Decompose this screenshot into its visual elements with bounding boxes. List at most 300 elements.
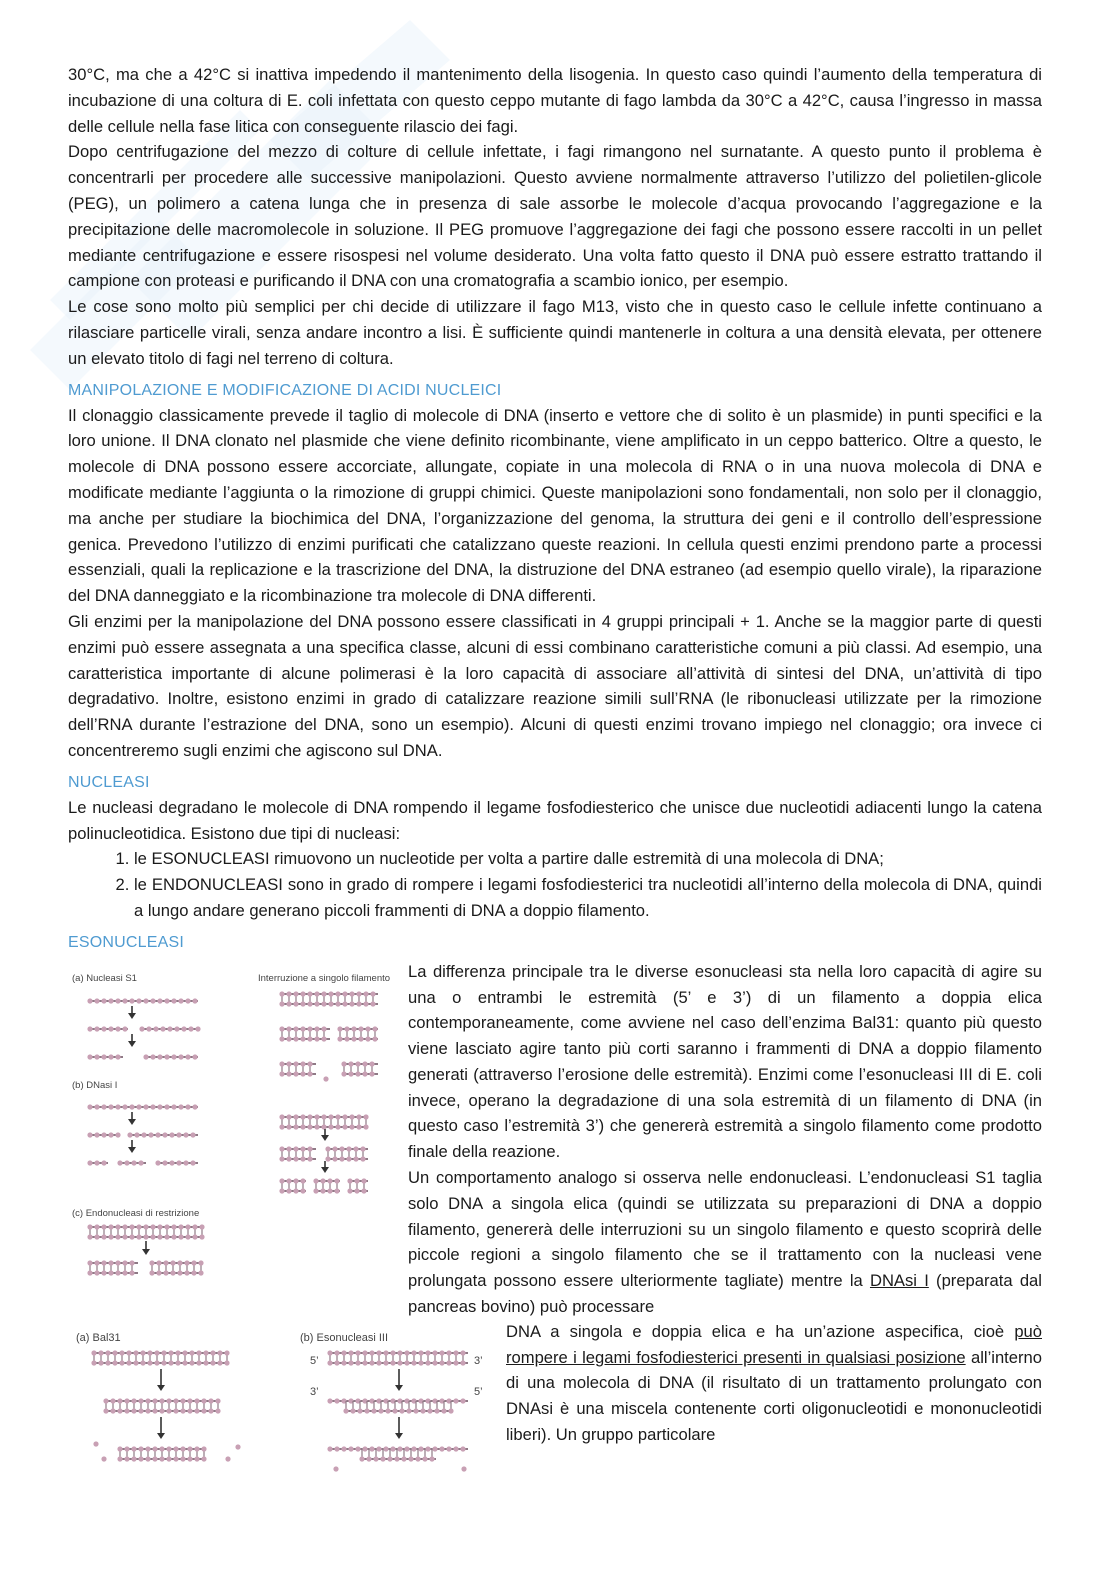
nucleotide-bead bbox=[286, 1071, 291, 1076]
label-3-prime-right: 3’ bbox=[474, 1354, 483, 1367]
nucleotide-bead bbox=[392, 1408, 397, 1413]
nucleotide-bead bbox=[366, 1456, 371, 1461]
nucleotide-bead bbox=[162, 1160, 167, 1165]
nucleotide-bead bbox=[101, 1260, 106, 1265]
nucleotide-bead bbox=[145, 1446, 150, 1451]
text-s1-start: Un comportamento analogo si osserva nelle endonucleasi. L’endonucleasi S1 taglia solo DNA a singola elica (quindi se utilizzata su preparazioni di DNA a doppio filamento, genererà delle interruzioni su un singolo filamento e questo scoprirà delle piccole regioni a singolo filamento che se il trattamento con la nucleasi vene prolungata possono essere ulteriormente tagliate) mentre la bbox=[408, 1168, 1042, 1291]
nucleotide-bead bbox=[369, 1061, 374, 1066]
nucleotide-bead bbox=[187, 1456, 192, 1461]
nucleotide-bead bbox=[199, 1224, 204, 1229]
nucleotide-bead bbox=[122, 998, 127, 1003]
nucleotide-bead bbox=[177, 1270, 182, 1275]
nucleotide-bead bbox=[180, 1456, 185, 1461]
nucleotide-bead bbox=[110, 1408, 115, 1413]
nucleotide-bead bbox=[101, 1132, 106, 1137]
nucleotide-bead bbox=[105, 1360, 110, 1365]
nucleotide-bead bbox=[208, 1398, 213, 1403]
nucleotide-bead bbox=[286, 1026, 291, 1031]
nucleotide-bead bbox=[307, 1026, 312, 1031]
nucleotide-bead bbox=[341, 1360, 346, 1365]
nucleotide-bead bbox=[171, 1104, 176, 1109]
text-dnasi-start: DNA a singola e doppia elica e ha un’azione aspecifica, cioè bbox=[506, 1321, 1015, 1341]
nucleotide-bead bbox=[293, 1001, 298, 1006]
figure-bal31-esonucleasi-iii bbox=[68, 1319, 493, 1519]
nucleotide-bead bbox=[348, 1071, 353, 1076]
nucleotide-bead bbox=[279, 1026, 284, 1031]
nucleotide-bead bbox=[286, 1114, 291, 1119]
nucleotide-bead bbox=[348, 1360, 353, 1365]
nucleotide-bead bbox=[215, 1408, 220, 1413]
nucleotide-bead bbox=[87, 1054, 92, 1059]
figure-label-exo-iii: (b) Esonucleasi III bbox=[300, 1331, 389, 1344]
nucleotide-bead bbox=[159, 1398, 164, 1403]
nucleotide-bead bbox=[194, 1456, 199, 1461]
nucleotide-bead bbox=[335, 991, 340, 996]
nucleotide-bead bbox=[460, 1446, 465, 1451]
nucleotide-bead bbox=[108, 1270, 113, 1275]
nucleotide-bead bbox=[334, 1188, 339, 1193]
paragraph-clonaggio: Il clonaggio classicamente prevede il taglio di molecole di DNA (inserto e vettore che di solito è un plasmide) in punti specifici e la loro unione. Il DNA clonato nel plasmide che viene definito ricombinante, viene amplificato in un ceppo batterico. Oltre a questo, le molecole di DNA possono essere accorciate, allungate, copiate in una molecola di RNA o in una nuova molecola di DNA e modificate mediante l’aggiunta o la rimozione di gruppi chimici. Queste manipolazioni sono fondamentali, non solo per il clonaggio, ma anche per studiare la biochimica del DNA, l’organizzazione del genoma, la struttura dei geni e il controllo dell’espressione genica. Prevedono l’utilizzo di enzimi purificati che catalizzano queste reazioni. In cellula questi enzimi prendono parte a processi essenziali, quali la replicazione e la trascrizione del DNA, la distruzione del DNA estraneo (ad esempio quello virale), la riparazione del DNA danneggiato e la ricombinazione tra molecole di DNA differenti. bbox=[68, 405, 1042, 606]
free-nucleotide bbox=[225, 1456, 230, 1461]
nucleotide-bead bbox=[191, 1270, 196, 1275]
nucleotide-bead bbox=[286, 1156, 291, 1161]
nucleotide-bead bbox=[87, 1132, 92, 1137]
nucleotide-bead bbox=[341, 1446, 346, 1451]
arrow-head bbox=[157, 1385, 165, 1391]
nucleotide-bead bbox=[174, 1026, 179, 1031]
nucleotide-bead bbox=[191, 1260, 196, 1265]
nucleotide-bead bbox=[115, 1270, 120, 1275]
nucleotide-bead bbox=[108, 1054, 113, 1059]
nucleotide-bead bbox=[334, 1360, 339, 1365]
nucleotide-bead bbox=[198, 1270, 203, 1275]
nucleotide-bead bbox=[150, 1054, 155, 1059]
nucleotide-bead bbox=[190, 1132, 195, 1137]
nucleotide-bead bbox=[369, 1446, 374, 1451]
nucleotide-bead bbox=[103, 1408, 108, 1413]
nucleotide-bead bbox=[286, 1001, 291, 1006]
nucleotide-bead bbox=[101, 1104, 106, 1109]
nucleotide-bead bbox=[425, 1350, 430, 1355]
nucleotide-bead bbox=[300, 1001, 305, 1006]
nucleotide-bead bbox=[138, 1456, 143, 1461]
nucleotide-bead bbox=[420, 1408, 425, 1413]
nucleotide-bead bbox=[453, 1360, 458, 1365]
list-item-endonucleasi: 2. le ENDONUCLEASI sono in grado di rompere i legami fosfodiesterici tra nucleotidi all’interno della molecola di DNA, quindi a lungo andare generano piccoli frammenti di DNA a doppio filamento. bbox=[134, 872, 1042, 924]
nucleotide-bead bbox=[422, 1456, 427, 1461]
nucleotide-bead bbox=[117, 1408, 122, 1413]
nucleotide-bead bbox=[189, 1360, 194, 1365]
nucleotide-bead bbox=[359, 1456, 364, 1461]
nucleotide-bead bbox=[376, 1350, 381, 1355]
nucleotide-bead bbox=[293, 1146, 298, 1151]
nucleotide-bead bbox=[194, 1446, 199, 1451]
nucleotide-bead bbox=[434, 1408, 439, 1413]
nucleotide-bead bbox=[108, 1026, 113, 1031]
nucleotide-bead bbox=[293, 1188, 298, 1193]
nucleotide-bead bbox=[127, 1132, 132, 1137]
nucleotide-bead bbox=[390, 1350, 395, 1355]
nucleotide-bead bbox=[341, 1071, 346, 1076]
nucleotide-bead bbox=[314, 1026, 319, 1031]
nucleotide-bead bbox=[314, 1114, 319, 1119]
nucleotide-bead bbox=[145, 1456, 150, 1461]
nucleotide-bead bbox=[320, 1178, 325, 1183]
nucleotide-bead bbox=[418, 1360, 423, 1365]
nucleotide-bead bbox=[173, 1446, 178, 1451]
nucleotide-bead bbox=[198, 1260, 203, 1265]
nucleotide-bead bbox=[293, 991, 298, 996]
nucleotide-bead bbox=[188, 1026, 193, 1031]
nucleotide-bead bbox=[408, 1456, 413, 1461]
nucleotide-bead bbox=[335, 1001, 340, 1006]
nucleotide-bead bbox=[323, 1076, 328, 1081]
nucleotide-bead bbox=[307, 1071, 312, 1076]
nucleotide-bead bbox=[163, 1270, 168, 1275]
nucleotide-bead bbox=[397, 1360, 402, 1365]
nucleotide-bead bbox=[224, 1350, 229, 1355]
heading-nucleasi: NUCLEASI bbox=[68, 773, 150, 791]
figure-label-restriction: (c) Endonucleasi di restrizione bbox=[72, 1207, 200, 1219]
label-5-prime-left: 5’ bbox=[310, 1354, 319, 1367]
nucleotide-bead bbox=[101, 1026, 106, 1031]
nucleotide-bead bbox=[217, 1350, 222, 1355]
nucleotide-bead bbox=[87, 998, 92, 1003]
nucleotide-bead bbox=[155, 1160, 160, 1165]
nucleotide-bead bbox=[136, 1104, 141, 1109]
nucleotide-bead bbox=[279, 1114, 284, 1119]
nucleotide-bead bbox=[115, 1104, 120, 1109]
nucleotide-bead bbox=[169, 1160, 174, 1165]
nucleotide-bead bbox=[163, 1260, 168, 1265]
nucleotide-bead bbox=[328, 991, 333, 996]
nucleotide-bead bbox=[147, 1360, 152, 1365]
nucleotide-bead bbox=[448, 1408, 453, 1413]
nucleotide-bead bbox=[129, 1224, 134, 1229]
nucleotide-bead bbox=[117, 1160, 122, 1165]
nucleotide-bead bbox=[351, 1026, 356, 1031]
nucleotide-bead bbox=[439, 1446, 444, 1451]
nucleotide-bead bbox=[94, 1026, 99, 1031]
figure-label-bal31: (a) Bal31 bbox=[76, 1331, 121, 1344]
nucleotide-bead bbox=[94, 1260, 99, 1265]
nucleotide-bead bbox=[87, 1026, 92, 1031]
free-nucleotide bbox=[333, 1466, 338, 1471]
nucleotide-bead bbox=[122, 1234, 127, 1239]
nucleotide-bead bbox=[143, 998, 148, 1003]
nucleotide-bead bbox=[279, 1188, 284, 1193]
nucleotide-bead bbox=[124, 1408, 129, 1413]
nucleotide-bead bbox=[152, 1456, 157, 1461]
nucleotide-bead bbox=[349, 991, 354, 996]
nucleotide-bead bbox=[425, 1360, 430, 1365]
nucleotide-bead bbox=[201, 1398, 206, 1403]
paragraph-nucleasi: Le nucleasi degradano le molecole di DNA rompendo il legame fosfodiesterico che unisce due nucleotidi adiacenti lungo la catena polinucleotidica. Esistono due tipi di nucleasi: bbox=[68, 797, 1042, 843]
nucleotide-bead bbox=[328, 1124, 333, 1129]
nucleotide-bead bbox=[348, 1446, 353, 1451]
paragraph-m13: Le cose sono molto più semplici per chi decide di utilizzare il fago M13, visto che in questo caso le cellule infette continuano a rilasciare particelle virali, senza andare incontro a lisi. È sufficiente quindi mantenerle in coltura a una densità elevata, per ottenere un elevato titolo di fagi nel terreno di coltura. bbox=[68, 297, 1042, 368]
nucleotide-bead bbox=[325, 1146, 330, 1151]
nucleotide-bead bbox=[347, 1188, 352, 1193]
nucleotide-bead bbox=[411, 1360, 416, 1365]
figure-nucleasi-s1-dnasi-restrizione bbox=[68, 959, 398, 1309]
nucleotide-bead bbox=[358, 1026, 363, 1031]
figure-label-interruption: Interruzione a singolo filamento bbox=[258, 972, 391, 984]
nucleotide-bead bbox=[166, 1446, 171, 1451]
nucleotide-bead bbox=[210, 1360, 215, 1365]
nucleotide-bead bbox=[341, 1350, 346, 1355]
nucleotide-bead bbox=[94, 1054, 99, 1059]
nucleotide-bead bbox=[425, 1446, 430, 1451]
nucleotide-bead bbox=[194, 1398, 199, 1403]
nucleotide-bead bbox=[460, 1350, 465, 1355]
nucleotide-bead bbox=[157, 998, 162, 1003]
nucleotide-bead bbox=[293, 1061, 298, 1066]
nucleotide-bead bbox=[327, 1398, 332, 1403]
nucleotide-bead bbox=[369, 1360, 374, 1365]
nucleotide-bead bbox=[110, 1398, 115, 1403]
nucleotide-bead bbox=[346, 1146, 351, 1151]
nucleotide-bead bbox=[203, 1360, 208, 1365]
nucleotide-bead bbox=[446, 1350, 451, 1355]
nucleotide-bead bbox=[166, 1408, 171, 1413]
label-3-prime-left: 3’ bbox=[310, 1385, 319, 1398]
nucleotide-bead bbox=[180, 1408, 185, 1413]
nucleotide-bead bbox=[182, 1350, 187, 1355]
nucleotide-bead bbox=[154, 1360, 159, 1365]
nucleotide-bead bbox=[325, 1156, 330, 1161]
nucleotide-bead bbox=[314, 1001, 319, 1006]
dnasi-text-column bbox=[506, 1319, 1042, 1448]
nucleotide-bead bbox=[182, 1360, 187, 1365]
nucleotide-bead bbox=[161, 1350, 166, 1355]
esonucleasi-section bbox=[68, 959, 1042, 1519]
nucleotide-bead bbox=[156, 1270, 161, 1275]
nucleotide-bead bbox=[356, 991, 361, 996]
nucleotide-bead bbox=[362, 1061, 367, 1066]
nucleotide-bead bbox=[160, 1026, 165, 1031]
nucleotide-bead bbox=[390, 1360, 395, 1365]
nucleotide-bead bbox=[153, 1026, 158, 1031]
nucleotide-bead bbox=[117, 1398, 122, 1403]
nucleotide-bead bbox=[152, 1446, 157, 1451]
nucleotide-bead bbox=[187, 1446, 192, 1451]
nucleotide-bead bbox=[159, 1456, 164, 1461]
nucleotide-bead bbox=[143, 1224, 148, 1229]
nucleotide-bead bbox=[404, 1350, 409, 1355]
nucleotide-bead bbox=[356, 1124, 361, 1129]
nucleotide-bead bbox=[370, 991, 375, 996]
nucleotide-bead bbox=[293, 1178, 298, 1183]
nucleotide-bead bbox=[327, 1350, 332, 1355]
nucleotide-bead bbox=[348, 1350, 353, 1355]
nucleotide-bead bbox=[143, 1054, 148, 1059]
nucleotide-bead bbox=[150, 1104, 155, 1109]
list-item-esonucleasi: 1. le ESONUCLEASI rimuovono un nucleotide per volta a partire dalle estremità di una molecola di DNA; bbox=[134, 846, 1042, 872]
nucleotide-bead bbox=[341, 1061, 346, 1066]
nucleotide-bead bbox=[307, 991, 312, 996]
nucleotide-bead bbox=[192, 1234, 197, 1239]
nucleotide-bead bbox=[355, 1350, 360, 1355]
nucleotide-bead bbox=[369, 1350, 374, 1355]
figure-label-dnasi: (b) DNasi I bbox=[72, 1079, 118, 1091]
nucleotide-bead bbox=[149, 1260, 154, 1265]
nucleotide-bead bbox=[87, 1260, 92, 1265]
nucleotide-bead bbox=[136, 1224, 141, 1229]
nucleotide-bead bbox=[342, 1001, 347, 1006]
nucleotide-bead bbox=[394, 1456, 399, 1461]
nucleotide-bead bbox=[411, 1350, 416, 1355]
nucleotide-bead bbox=[348, 1061, 353, 1066]
nucleotide-bead bbox=[279, 1124, 284, 1129]
nucleotide-bead bbox=[94, 1160, 99, 1165]
nucleotide-bead bbox=[332, 1146, 337, 1151]
nucleotide-bead bbox=[140, 1360, 145, 1365]
nucleotide-bead bbox=[122, 1224, 127, 1229]
heading-manipolazione: MANIPOLAZIONE E MODIFICAZIONE DI ACIDI NUCLEICI bbox=[68, 381, 502, 399]
nucleotide-bead bbox=[293, 1156, 298, 1161]
nucleotide-bead bbox=[365, 1026, 370, 1031]
nucleotide-bead bbox=[363, 1124, 368, 1129]
nucleotide-bead bbox=[406, 1408, 411, 1413]
nucleotide-bead bbox=[327, 1446, 332, 1451]
nucleotide-bead bbox=[279, 1001, 284, 1006]
nucleotide-bead bbox=[286, 1124, 291, 1129]
text-dnasi-underlined: DNAsi I bbox=[869, 1271, 929, 1291]
nucleotide-bead bbox=[286, 1061, 291, 1066]
nucleotide-bead bbox=[159, 1408, 164, 1413]
nucleotide-bead bbox=[415, 1456, 420, 1461]
nucleotide-bead bbox=[439, 1350, 444, 1355]
nucleotide-bead bbox=[370, 1001, 375, 1006]
paragraph-peg: Dopo centrifugazione del mezzo di colture di cellule infettate, i fagi rimangono nel surnatante. A questo punto il problema è concentrarli per procedere alle successive manipolazioni. Questo avviene normalmente attraverso l’utilizzo del polietilen-glicole (PEG), un polimero a catena lunga che in presenza di sale assorbe le molecole d’acqua provocando l’aggregazione e la precipitazione delle macromolecole in soluzione. Il PEG promuove l’aggregazione dei fagi che possono essere raccolti in un pellet mediante centrifugazione e essere risospesi nel volume desiderato. Una volta fatto questo il DNA può essere estratto trattando il campione con proteasi e purificando il DNA con una cromatografia a scambio ionico, per esempio. bbox=[68, 142, 1042, 291]
nucleotide-bead bbox=[293, 1026, 298, 1031]
nucleotide-bead bbox=[342, 1124, 347, 1129]
nucleotide-bead bbox=[145, 1398, 150, 1403]
nucleotide-bead bbox=[279, 1036, 284, 1041]
nucleotide-bead bbox=[194, 1408, 199, 1413]
arrow-head bbox=[128, 1041, 136, 1047]
nucleotide-bead bbox=[337, 1026, 342, 1031]
nucleotide-bead bbox=[131, 1398, 136, 1403]
nucleotide-bead bbox=[371, 1408, 376, 1413]
nucleotide-bead bbox=[441, 1408, 446, 1413]
nucleotide-bead bbox=[176, 1160, 181, 1165]
nucleotide-bead bbox=[314, 991, 319, 996]
nucleotide-bead bbox=[453, 1350, 458, 1355]
nucleotide-bead bbox=[355, 1446, 360, 1451]
nucleotide-bead bbox=[131, 1456, 136, 1461]
nucleotide-bead bbox=[360, 1156, 365, 1161]
nucleotide-bead bbox=[362, 1071, 367, 1076]
nucleotide-bead bbox=[399, 1408, 404, 1413]
nucleotide-bead bbox=[119, 1360, 124, 1365]
nucleotide-bead bbox=[122, 1026, 127, 1031]
nucleotide-bead bbox=[146, 1026, 151, 1031]
nucleotide-bead bbox=[178, 1104, 183, 1109]
nucleotide-bead bbox=[307, 1124, 312, 1129]
nucleotide-bead bbox=[139, 1026, 144, 1031]
nucleotide-bead bbox=[115, 1260, 120, 1265]
nucleotide-bead bbox=[183, 1132, 188, 1137]
nucleotide-bead bbox=[365, 1036, 370, 1041]
nucleotide-bead bbox=[164, 1224, 169, 1229]
nucleotide-bead bbox=[355, 1360, 360, 1365]
nucleotide-bead bbox=[185, 1224, 190, 1229]
nucleotide-bead bbox=[356, 1114, 361, 1119]
nucleotide-bead bbox=[184, 1260, 189, 1265]
nucleotide-bead bbox=[150, 1234, 155, 1239]
nucleotide-bead bbox=[300, 1178, 305, 1183]
nucleotide-bead bbox=[446, 1446, 451, 1451]
nucleotide-bead bbox=[159, 1446, 164, 1451]
nucleotide-bead bbox=[378, 1408, 383, 1413]
nucleotide-bead bbox=[356, 1001, 361, 1006]
nucleotide-bead bbox=[192, 1224, 197, 1229]
nucleotide-bead bbox=[169, 1132, 174, 1137]
nucleotide-bead bbox=[360, 1146, 365, 1151]
nucleotide-bead bbox=[404, 1446, 409, 1451]
nucleotide-bead bbox=[208, 1408, 213, 1413]
nucleotide-bead bbox=[201, 1408, 206, 1413]
nucleotide-bead bbox=[401, 1456, 406, 1461]
nucleotide-bead bbox=[94, 1104, 99, 1109]
nucleotide-bead bbox=[279, 1146, 284, 1151]
nucleotide-bead bbox=[335, 1124, 340, 1129]
nucleotide-bead bbox=[98, 1350, 103, 1355]
nucleotide-bead bbox=[173, 1398, 178, 1403]
nucleotide-bead bbox=[136, 998, 141, 1003]
nucleotide-bead bbox=[181, 1026, 186, 1031]
nucleotide-bead bbox=[180, 1446, 185, 1451]
esonucleasi-text-column bbox=[408, 959, 1042, 1320]
nucleotide-bead bbox=[332, 1156, 337, 1161]
nucleotide-bead bbox=[355, 1061, 360, 1066]
nucleotide-bead bbox=[175, 1360, 180, 1365]
nucleotide-bead bbox=[353, 1146, 358, 1151]
nucleotide-bead bbox=[446, 1360, 451, 1365]
nucleotide-bead bbox=[101, 1270, 106, 1275]
free-nucleotide bbox=[93, 1441, 98, 1446]
nucleotide-bead bbox=[133, 1350, 138, 1355]
arrow-head bbox=[395, 1433, 403, 1439]
nucleotide-bead bbox=[300, 1071, 305, 1076]
nucleotide-bead bbox=[101, 998, 106, 1003]
nucleotide-bead bbox=[87, 1160, 92, 1165]
nucleotide-bead bbox=[387, 1456, 392, 1461]
nucleotide-bead bbox=[101, 1234, 106, 1239]
nucleotide-bead bbox=[196, 1360, 201, 1365]
nucleotide-bead bbox=[154, 1350, 159, 1355]
nucleotide-bead bbox=[347, 1178, 352, 1183]
nucleotide-bead bbox=[180, 1398, 185, 1403]
nucleotide-bead bbox=[300, 991, 305, 996]
nucleotide-bead bbox=[101, 1224, 106, 1229]
nucleotide-bead bbox=[164, 1234, 169, 1239]
nucleotide-bead bbox=[460, 1398, 465, 1403]
nucleotide-bead bbox=[293, 1071, 298, 1076]
nucleotide-bead bbox=[108, 998, 113, 1003]
nucleotide-bead bbox=[383, 1350, 388, 1355]
arrow-head bbox=[128, 1013, 136, 1019]
nucleotide-bead bbox=[362, 1360, 367, 1365]
nucleotide-bead bbox=[369, 1071, 374, 1076]
nucleotide-bead bbox=[215, 1398, 220, 1403]
nucleotide-bead bbox=[453, 1446, 458, 1451]
nucleotide-bead bbox=[108, 1104, 113, 1109]
nucleotide-bead bbox=[460, 1360, 465, 1365]
nucleotide-bead bbox=[363, 991, 368, 996]
